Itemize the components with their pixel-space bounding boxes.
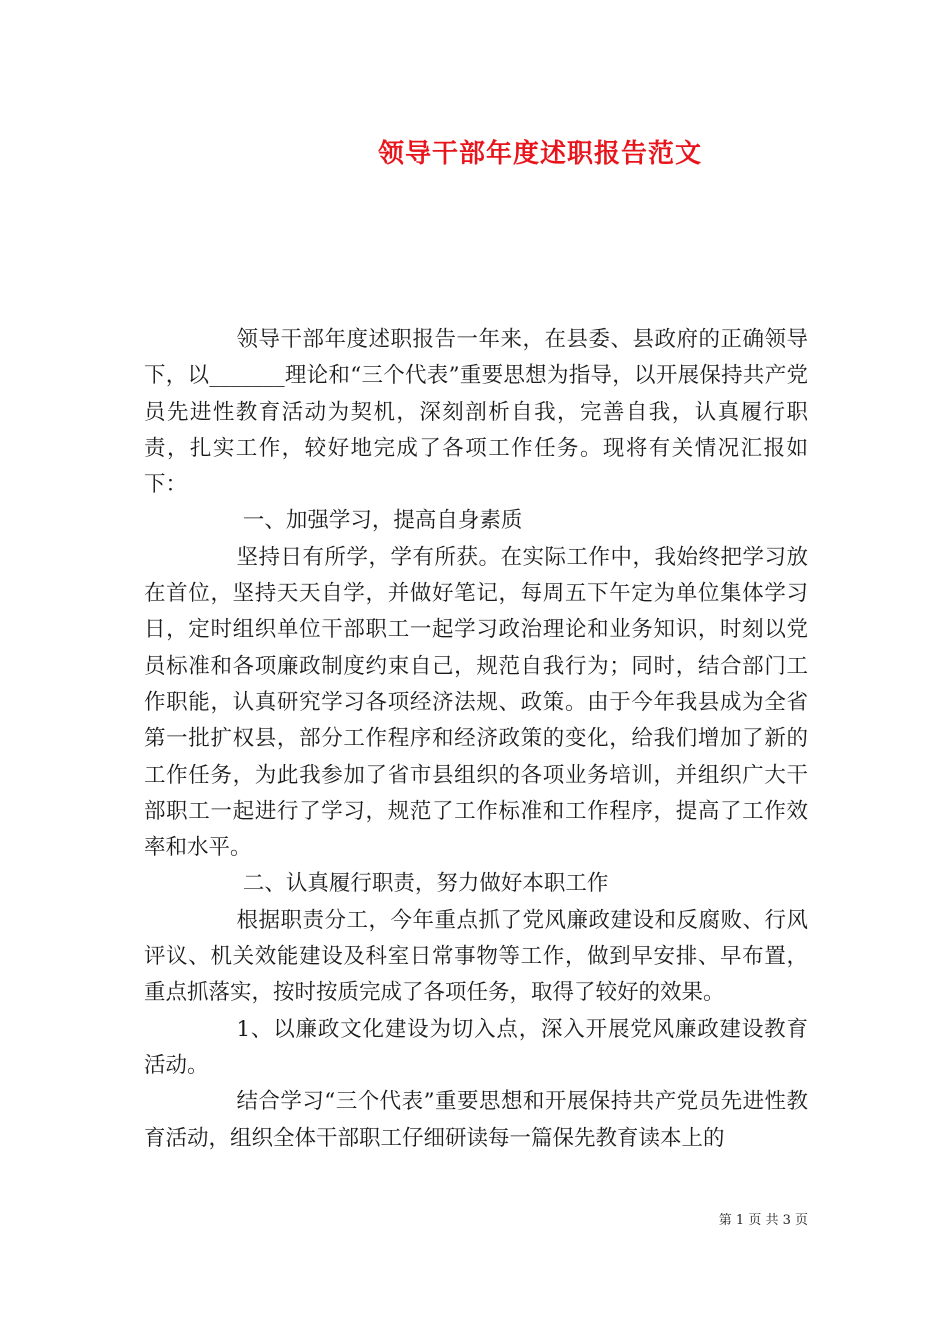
document-body — [144, 322, 808, 1157]
document-title: 领导干部年度述职报告范文 — [377, 139, 702, 169]
paragraph-duties: 根据职责分工，今年重点抓了党风廉政建设和反腐败、行风评议、机关效能建设及科室日常事物等工作，做到早安排、早布置，重点抓落实，按时按质完成了各项任务，取得了较好的效果。 — [144, 907, 808, 1006]
paragraph-study: 坚持日有所学，学有所获。在实际工作中，我始终把学习放在首位，坚持天天自学，并做好笔记，每周五下午定为单位集体学习日，定时组织单位干部职工一起学习政治理论和业务知识，时刻以党员标准和各项廉政制度约束自己，规范自我行为；同时，结合部门工作职能，认真研究学习各项经济法规、政策。由于今年我县成为全省第一批扩权县，部分工作程序和经济政策的变化，给我们增加了新的工作任务，为此我参加了省市县组织的各项业务培训，并组织广大干部职工一起进行了学习，规范了工作标准和工作程序，提高了工作效率和水平。 — [144, 544, 808, 861]
paragraph-item-1: 1、以廉政文化建设为切入点，深入开展党风廉政建设教育活动。 — [144, 1016, 808, 1078]
page-number: 第 1 页 共 3 页 — [718, 1213, 808, 1228]
paragraph-intro: 领导干部年度述职报告一年来，在县委、县政府的正确领导下，以_______理论和“三个代表”重要思想为指导，以开展保持共产党员先进性教育活动为契机，深刻剖析自我，完善自我，认真履行职责，扎实工作，较好地完成了各项工作任务。现将有关情况汇报如下： — [144, 327, 808, 498]
section-heading-2: 二、认真履行职责，努力做好本职工作 — [242, 871, 609, 897]
paragraph-education: 结合学习“三个代表”重要思想和开展保持共产党员先进性教育活动，组织全体干部职工仔细研读每一篇保先教育读本上的 — [144, 1089, 808, 1151]
section-heading-1: 一、加强学习，提高自身素质 — [242, 508, 523, 534]
